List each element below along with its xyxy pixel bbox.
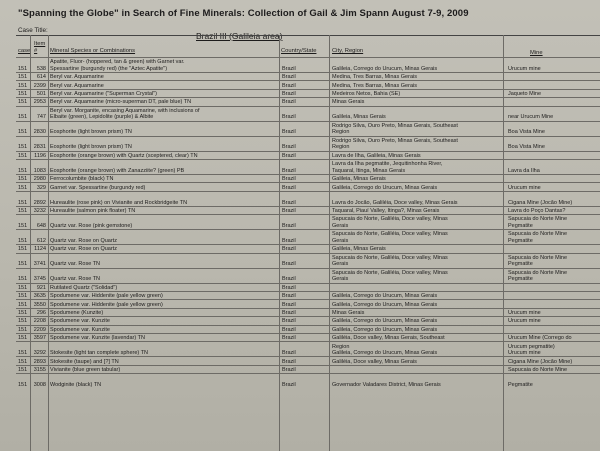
row-city: Lavra de Ilha, Galileia, Minas Gerais: [332, 152, 421, 159]
row-case: 151: [18, 284, 28, 291]
row-city: Medina, Tres Barras, Minas Gerais: [332, 82, 417, 89]
case-title-label: Case Title:: [18, 27, 48, 34]
row-case: 151: [18, 382, 28, 389]
column-header-mine: Mine: [530, 50, 543, 56]
table-row: [16, 106, 600, 122]
row-country: Brazil: [282, 358, 296, 365]
row-item-number: 3635: [33, 293, 46, 300]
row-country: Brazil: [282, 350, 296, 357]
row-case: 151: [18, 167, 28, 174]
row-item-number: 2399: [33, 82, 46, 89]
row-mineral: Spodumene (Kunzite): [50, 310, 104, 317]
row-item-number: 3741: [33, 261, 46, 268]
table-row: [16, 341, 600, 357]
row-case: 151: [18, 99, 28, 106]
row-city: Medeiros Netos, Bahia (SE): [332, 91, 401, 98]
row-mine: Lavra do Poço Dantas?: [508, 208, 566, 215]
row-item-number: 2831: [33, 144, 46, 151]
row-city: Rodrigo Silva, Ouro Preto, Minas Gerais, Southeast Region: [332, 137, 458, 151]
row-item-number: 2830: [33, 129, 46, 136]
row-mineral: Spodumene var. Kunzite (lavendar) TN: [50, 335, 145, 342]
row-country: Brazil: [282, 301, 296, 308]
row-mineral: Apatite, Fluor- (hoppered, tan & green) with Garnet var. Spessartine (burgundy red) (the "Aztec Apatite"): [50, 59, 185, 72]
row-country: Brazil: [282, 152, 296, 159]
row-mineral: Beryl var. Aquamarine (micro-superman DT, pale blue) TN: [50, 99, 192, 106]
row-city: Governador Valadares District, Minas Gerais: [332, 382, 441, 389]
header-rule: [16, 35, 600, 36]
row-mineral: Quartz var. Rose TN: [50, 261, 101, 268]
row-country: Brazil: [282, 284, 296, 291]
row-city: Lavra da Ilha pegmatite, Jequitinhonha River, Taquaral, Itinga, Minas Gerais: [332, 161, 443, 174]
row-item-number: 612: [36, 238, 46, 245]
row-item-number: 3745: [33, 276, 46, 283]
row-mineral: Ferrocolumbite (black) TN: [50, 176, 114, 183]
row-mineral: Garnet var. Spessartine (burgundy red): [50, 184, 146, 191]
row-mine: Pegmatite: [508, 382, 533, 389]
row-mineral: Eosphorite (orange brown) with Quartz (sceptered, clear) TN: [50, 152, 198, 159]
row-mineral: Hureaulite (rose pink) on Vivianite and Rockbridgeite TN: [50, 199, 188, 206]
row-country: Brazil: [282, 176, 296, 183]
row-city: Sapucaia do Norte, Galiléia, Doce valley, Minas Gerais: [332, 231, 448, 245]
row-city: Minas Gerais: [332, 99, 365, 106]
row-mineral: Spodumene var. Hiddenite (pale yellow green): [50, 293, 163, 300]
row-country: Brazil: [282, 91, 296, 98]
row-country: Brazil: [282, 167, 296, 174]
row-city: Sapucaia do Norte, Galiléia, Doce valley, Minas Gerais: [332, 254, 448, 268]
row-case: 151: [18, 335, 28, 342]
column-header-case: case: [18, 48, 31, 54]
row-city: Galileia, Corrego do Urucum, Minas Gerais: [332, 293, 438, 300]
row-mineral: Rutilated Quartz ("Solidad"): [50, 284, 118, 291]
row-country: Brazil: [282, 246, 296, 253]
row-case: 151: [18, 208, 28, 215]
row-item-number: 3550: [33, 301, 46, 308]
row-mineral: Hureaulite (salmon pink floater) TN: [50, 208, 136, 215]
table-row: [16, 191, 600, 207]
row-item-number: 3155: [33, 367, 46, 374]
row-item-number: 3292: [33, 350, 46, 357]
row-city: Galiléia, Doce valley, Minas Gerais: [332, 358, 417, 365]
row-mineral: Vivianite (blue green tabular): [50, 367, 121, 374]
section-title: Brazil III (Galileia area): [196, 31, 283, 41]
table-row: [16, 214, 600, 230]
row-item-number: 2208: [33, 318, 46, 325]
row-mineral: Spodumene var. Kunzite: [50, 326, 110, 333]
row-mineral: Quartz var. Rose on Quartz: [50, 246, 117, 253]
row-mine: Urucum mine: [508, 310, 541, 317]
row-city: Region Galileia, Corrego do Urucum, Minas Gerais: [332, 343, 438, 357]
row-mine: Sapucaia do Norte Mine Pegmatite: [508, 231, 568, 245]
row-case: 151: [18, 301, 28, 308]
row-item-number: 614: [36, 74, 46, 81]
row-city: Galileia, Minas Gerais: [332, 246, 386, 253]
row-country: Brazil: [282, 261, 296, 268]
row-city: Medina, Tres Barras, Minas Gerais: [332, 74, 417, 81]
row-mineral: Quartz var. Rose TN: [50, 276, 101, 283]
row-item-number: 2893: [33, 358, 46, 365]
row-city: Galileia, Corrego do Urucum, Minas Gerais: [332, 65, 438, 72]
row-mineral: Quartz var. Rose on Quartz: [50, 238, 117, 245]
row-item-number: 1196: [34, 152, 46, 159]
row-mineral: Beryl var. Aquamarine ("Superman Crystal"): [50, 91, 157, 98]
row-case: 151: [18, 91, 28, 98]
row-mineral: Beryl var. Morganite, encasing Aquamarine, with inclusions of Elbaite (green), Lepidolite (purple) & Albite: [50, 107, 200, 121]
row-case: 151: [18, 238, 28, 245]
row-item-number: 296: [36, 310, 46, 317]
row-country: Brazil: [282, 335, 296, 342]
row-mineral: Spodumene var. Kunzite: [50, 318, 110, 325]
row-mine: Sapucaia do Norte Mine Pegmatite: [508, 216, 568, 230]
row-item-number: 921: [36, 284, 46, 291]
document-title: "Spanning the Globe" in Search of Fine Minerals: Collection of Gail & Jim Spann August 7-9, 2009: [18, 8, 469, 19]
row-item-number: 3232: [33, 208, 46, 215]
row-item-number: 648: [36, 223, 46, 230]
row-city: Lavra do Jocão, Galiléia, Doce valley, Minas Gerais: [332, 199, 458, 206]
row-mine: Urucum mine: [508, 318, 541, 325]
row-country: Brazil: [282, 223, 296, 230]
row-city: Sapucaia do Norte, Galiléia, Doce valley, Minas Gerais: [332, 269, 448, 283]
row-item-number: 3597: [33, 335, 46, 342]
row-city: Galileia, Minas Gerais: [332, 114, 386, 121]
row-mine: Cigana Mine (Jocão Mine): [508, 358, 573, 365]
row-item-number: 2980: [33, 176, 46, 183]
row-item-number: 2209: [33, 326, 46, 333]
row-mineral: Spodumene var. Hiddenite (pale yellow green): [50, 301, 163, 308]
row-mine: Boa Vista Mine: [508, 144, 545, 151]
row-mineral: Eosphorite (light brown prism) TN: [50, 129, 132, 136]
row-country: Brazil: [282, 326, 296, 333]
row-country: Brazil: [282, 99, 296, 106]
row-item-number: 3008: [33, 382, 46, 389]
row-city: Galiléia, Doce valley, Minas Gerais, Southeast: [332, 335, 445, 342]
row-country: Brazil: [282, 144, 296, 151]
row-country: Brazil: [282, 293, 296, 300]
table-row: [16, 121, 600, 137]
row-city: Galileia, Corrego do Urucum, Minas Gerais: [332, 184, 438, 191]
row-city: Sapucaia do Norte, Galiléia, Doce valley, Minas Gerais: [332, 216, 448, 230]
row-case: 151: [18, 276, 28, 283]
column-header-city: City, Region: [332, 48, 364, 54]
row-case: 151: [18, 367, 28, 374]
row-case: 151: [18, 74, 28, 81]
row-item-number: 1124: [34, 246, 46, 253]
row-mine: near Urucum Mine: [508, 114, 554, 121]
row-case: 151: [18, 223, 28, 230]
row-country: Brazil: [282, 129, 296, 136]
row-mineral: Quartz var. Rose (pink gemstone): [50, 223, 133, 230]
row-case: 151: [18, 246, 28, 253]
row-city: Galileia, Corrego do Urucum, Minas Gerais: [332, 318, 438, 325]
row-mineral: Stokesite (taupe) and [?] TN: [50, 358, 119, 365]
row-case: 151: [18, 261, 28, 268]
row-mine: Sapucaia do Norte Mine Pegmatite: [508, 254, 568, 268]
table-row: [16, 229, 600, 245]
row-country: Brazil: [282, 238, 296, 245]
row-country: Brazil: [282, 82, 296, 89]
row-country: Brazil: [282, 74, 296, 81]
table-row: [16, 159, 600, 175]
row-mineral: Beryl var. Aquamarine: [50, 74, 104, 81]
row-case: 151: [18, 152, 28, 159]
row-country: Brazil: [282, 199, 296, 206]
row-case: 151: [18, 326, 28, 333]
table-row: [16, 136, 600, 152]
row-case: 151: [18, 310, 28, 317]
row-mine: Urucum mine: [508, 65, 541, 72]
table-row: [16, 57, 600, 73]
row-city: Galileia, Corrego do Urucum, Minas Gerais: [332, 301, 438, 308]
row-case: 151: [18, 358, 28, 365]
row-case: 151: [18, 293, 28, 300]
row-country: Brazil: [282, 208, 296, 215]
row-case: 151: [18, 184, 28, 191]
row-city: Galileia, Corrego do Urucum, Minas Gerais: [332, 326, 438, 333]
row-city: Galileia, Minas Gerais: [332, 176, 386, 183]
row-mineral: Beryl var. Aquamarine: [50, 82, 104, 89]
row-case: 151: [18, 176, 28, 183]
row-case: 151: [18, 65, 28, 72]
row-case: 151: [18, 114, 28, 121]
row-country: Brazil: [282, 310, 296, 317]
row-item-number: 1083: [33, 167, 46, 174]
table-row: [16, 253, 600, 269]
row-mine: Sapucaia do Norte Mine Pegmatite: [508, 269, 568, 283]
row-case: 151: [18, 129, 28, 136]
table-row: [16, 268, 600, 284]
row-mineral: Wodginite (black) TN: [50, 382, 102, 389]
row-case: 151: [18, 318, 28, 325]
row-item-number: 2892: [33, 199, 46, 206]
column-header-country: Country/State: [281, 48, 317, 54]
row-case: 151: [18, 144, 28, 151]
table-row: [16, 373, 600, 389]
row-mine: Jaqueto Mine: [508, 91, 542, 98]
row-mine: Lavra da Ilha: [508, 167, 540, 174]
row-item-number: 2953: [33, 99, 46, 106]
column-header-item: Item #: [34, 41, 46, 54]
row-country: Brazil: [282, 65, 296, 72]
row-case: 151: [18, 350, 28, 357]
row-city: Minas Gerais: [332, 310, 365, 317]
row-mineral: Eosphorite (orange brown) with Zanazziite? (green) PB: [50, 167, 185, 174]
row-item-number: 538: [36, 65, 46, 72]
row-city: Rodrigo Silva, Ouro Preto, Minas Gerais, Southeast Region: [332, 122, 458, 136]
row-mine: Urucum mine: [508, 184, 541, 191]
row-mine: Cigana Mine (Jocão Mine): [508, 199, 573, 206]
row-mine: Sapucaia do Norte Mine: [508, 367, 568, 374]
row-case: 151: [18, 199, 28, 206]
row-country: Brazil: [282, 114, 296, 121]
row-item-number: 329: [36, 184, 46, 191]
row-mine: Boa Vista Mine: [508, 129, 545, 136]
row-case: 151: [18, 82, 28, 89]
row-mine: Urucum pegmatite) Urucum mine: [508, 343, 555, 357]
row-mineral: Stokesite (light tan complete sphere) TN: [50, 350, 149, 357]
row-country: Brazil: [282, 318, 296, 325]
row-country: Brazil: [282, 276, 296, 283]
row-mine: Urucum Mine (Corrego do: [508, 335, 572, 342]
row-city: Taquaral, Piauí Valley, Itinga?, Minas Gerais: [332, 208, 440, 215]
row-country: Brazil: [282, 382, 296, 389]
column-header-mineral: Mineral Species or Combinations: [50, 48, 136, 54]
row-mineral: Eosphorite (light brown prism) TN: [50, 144, 132, 151]
row-item-number: 747: [36, 114, 46, 121]
row-country: Brazil: [282, 184, 296, 191]
row-item-number: 501: [36, 91, 46, 98]
row-country: Brazil: [282, 367, 296, 374]
